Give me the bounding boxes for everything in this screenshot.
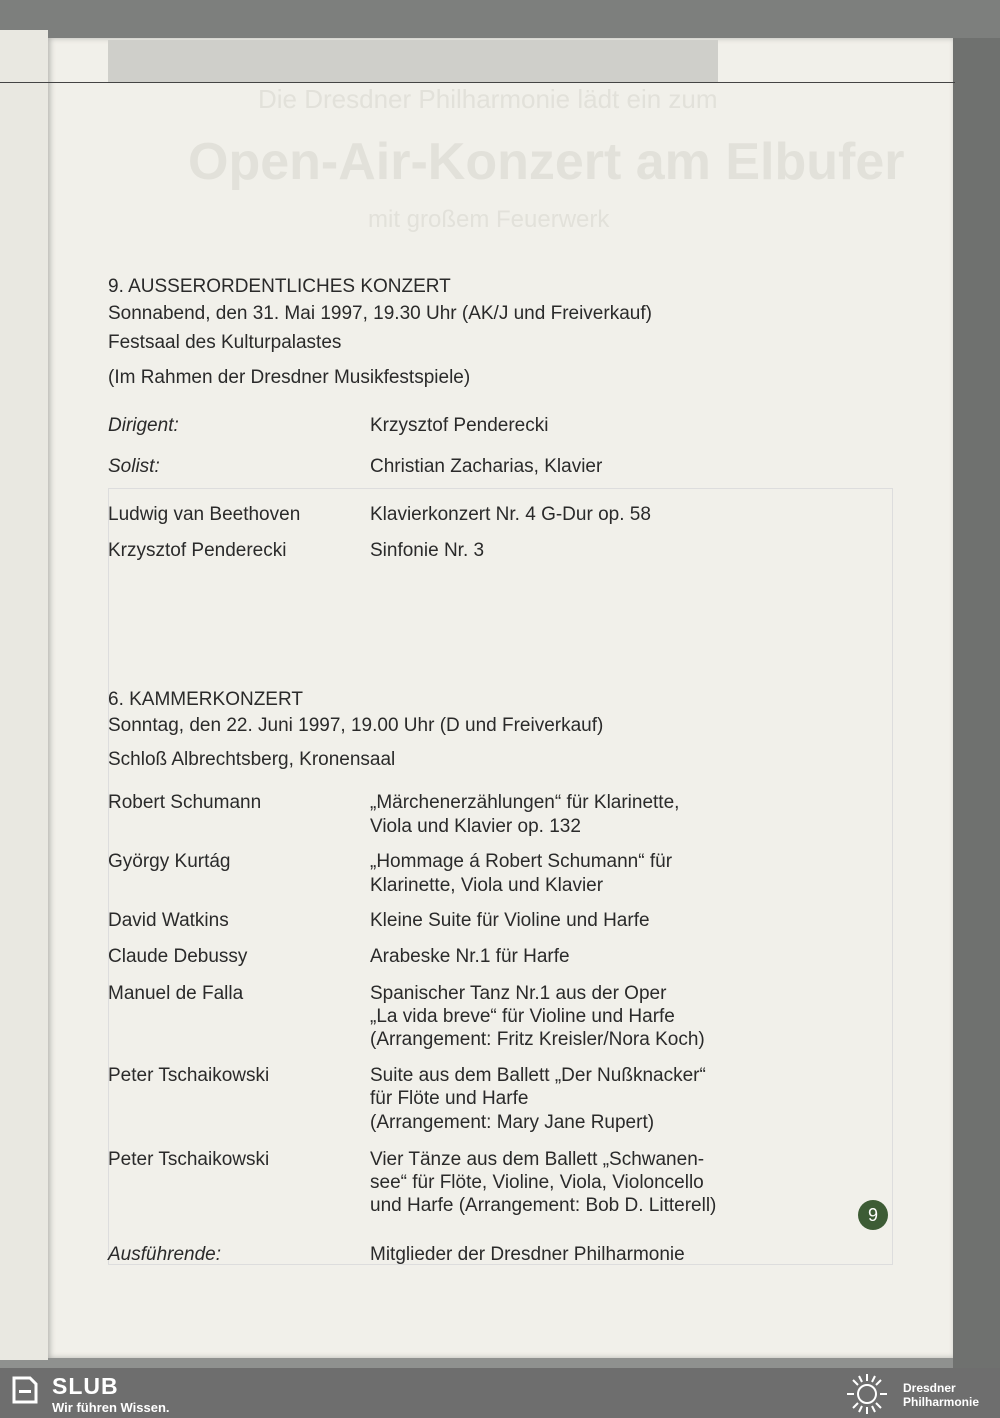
bleed-through-headline: Die Dresdner Philharmonie lädt ein zum — [258, 84, 718, 114]
bleed-through-subtitle: mit großem Feuerwerk — [368, 206, 610, 233]
work-title-line: „La vida breve“ für Violine und Harfe — [370, 1006, 675, 1027]
work-title-line: „Märchenerzählungen“ für Klarinette, — [370, 792, 680, 813]
soloist-label: Solist: — [108, 456, 160, 477]
slub-tagline: Wir führen Wissen. — [52, 1400, 170, 1415]
work-title-line: Viola und Klavier op. 132 — [370, 816, 581, 837]
composer-name: Krzysztof Penderecki — [108, 540, 287, 561]
soloist-name: Christian Zacharias, Klavier — [370, 456, 603, 477]
work-title: Klavierkonzert Nr. 4 G-Dur op. 58 — [370, 504, 651, 525]
conductor-label: Dirigent: — [108, 415, 179, 436]
work-title-line: Arabeske Nr.1 für Harfe — [370, 946, 570, 967]
composer-name: Peter Tschaikowski — [108, 1065, 270, 1086]
composer-name: Peter Tschaikowski — [108, 1149, 270, 1170]
concert1-title: 9. AUSSERORDENTLICHES KONZERT — [108, 276, 451, 297]
conductor-name: Krzysztof Penderecki — [370, 415, 549, 436]
concert1-venue: Festsaal des Kulturpalastes — [108, 332, 342, 353]
work-title-line: und Harfe (Arrangement: Bob D. Litterell) — [370, 1195, 717, 1216]
concert2-title: 6. KAMMERKONZERT — [108, 689, 303, 710]
composer-name: Ludwig van Beethoven — [108, 504, 301, 525]
concert2-venue: Schloß Albrechtsberg, Kronensaal — [108, 749, 396, 770]
work-title-line: Kleine Suite für Violine und Harfe — [370, 910, 650, 931]
slub-logo-icon — [12, 1376, 38, 1404]
concert1-date: Sonnabend, den 31. Mai 1997, 19.30 Uhr (AK/J und Freiverkauf) — [108, 303, 652, 324]
composer-name: Robert Schumann — [108, 792, 262, 813]
composer-name: György Kurtág — [108, 851, 231, 872]
work-title-line: Suite aus dem Ballett „Der Nußknacker“ — [370, 1065, 706, 1086]
composer-name: Claude Debussy — [108, 946, 248, 967]
work-title-line: Vier Tänze aus dem Ballett „Schwanen- — [370, 1149, 705, 1170]
composer-name: David Watkins — [108, 910, 229, 931]
work-title-line: see“ für Flöte, Violine, Viola, Violoncello — [370, 1172, 704, 1193]
work-title-line: für Flöte und Harfe — [370, 1088, 529, 1109]
dresdner-philharmonie-label — [903, 1381, 979, 1409]
dp-line-2: Philharmonie — [903, 1395, 980, 1409]
slub-logo-text: SLUB — [52, 1373, 119, 1399]
concert1-note: (Im Rahmen der Dresdner Musikfestspiele) — [108, 367, 471, 388]
performers-label: Ausführende: — [108, 1244, 222, 1265]
dp-line-1: Dresdner — [903, 1381, 956, 1395]
work-title: Sinfonie Nr. 3 — [370, 540, 485, 561]
concert2-date: Sonntag, den 22. Juni 1997, 19.00 Uhr (D und Freiverkauf) — [108, 715, 604, 736]
work-title-line: Klarinette, Viola und Klavier — [370, 875, 604, 896]
work-title-line: (Arrangement: Mary Jane Rupert) — [370, 1112, 655, 1133]
work-title-line: (Arrangement: Fritz Kreisler/Nora Koch) — [370, 1029, 705, 1050]
work-title-line: „Hommage á Robert Schumann“ für — [370, 851, 673, 872]
performers-name: Mitglieder der Dresdner Philharmonie — [370, 1244, 685, 1265]
composer-name: Manuel de Falla — [108, 983, 244, 1004]
bleed-through-title: Open-Air-Konzert am Elbufer — [188, 133, 905, 191]
work-title-line: Spanischer Tanz Nr.1 aus der Oper — [370, 983, 667, 1004]
dresdner-philharmonie-logo-icon — [842, 1373, 892, 1415]
page-number-badge: 9 — [858, 1200, 888, 1230]
